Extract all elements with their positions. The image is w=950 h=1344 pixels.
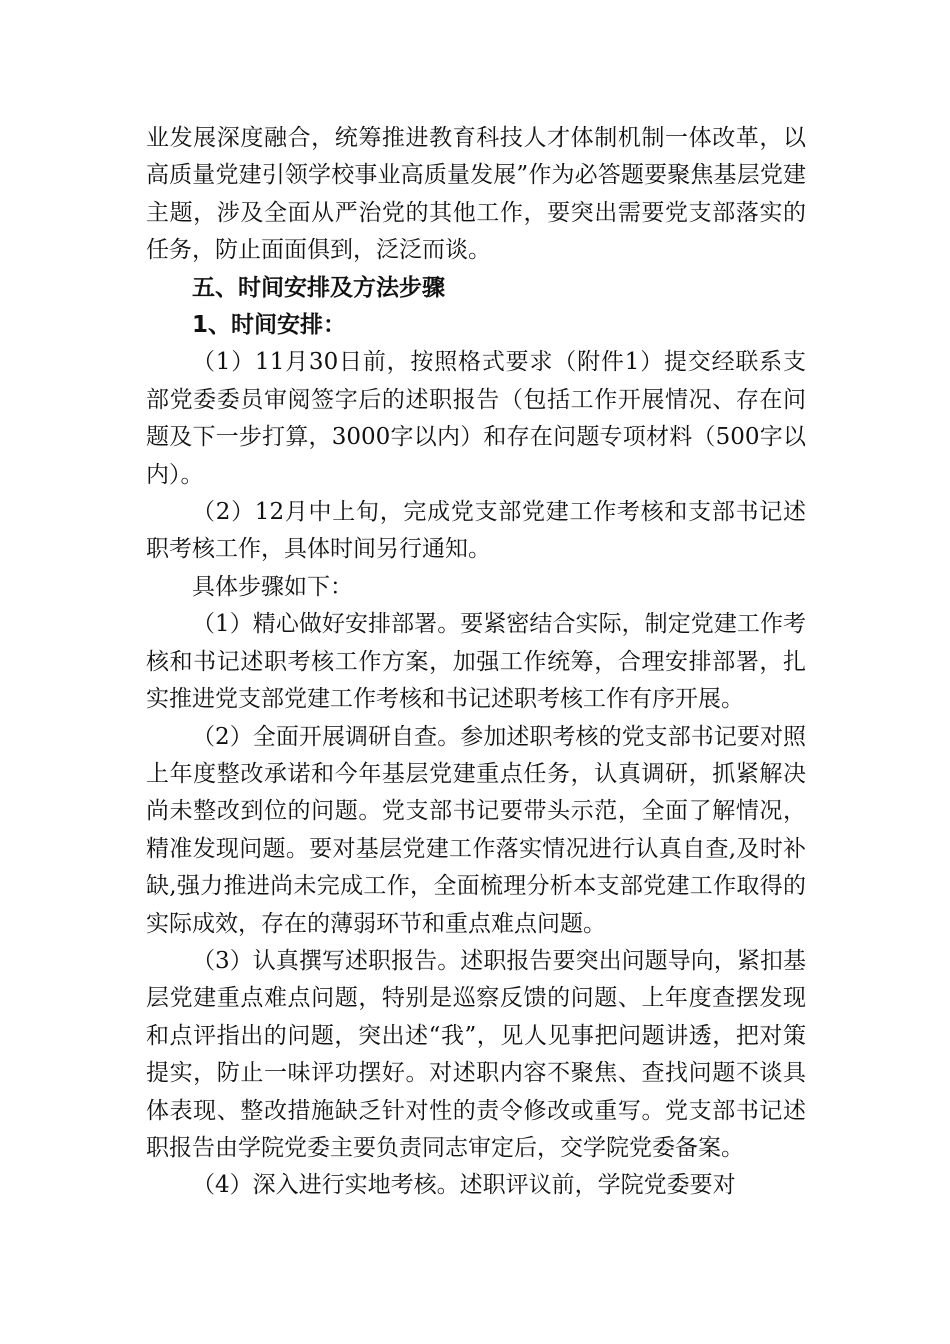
subheading-time-arrangement: 1、时间安排： [192,312,347,339]
paragraph-step-2-self-check: （2）全面开展调研自查。参加述职考核的党支部书记要对照上年度整改承诺和今年基层党建重点任务，认真调研，抓紧解决尚未整改到位的问题。党支部书记要带头示范，全面了解情况，精准发现问题。要对基层党建工作落实情况进行认真自查,及时补缺,强力推进尚未完成工作，全面梳理分析本支部党建工作取得的实际成效，存在的薄弱环节和重点难点问题。 [146,723,806,937]
section-heading-schedule-and-steps: 五、时间安排及方法步骤 [192,274,445,301]
paragraph-steps-intro: 具体步骤如下： [192,573,353,600]
paragraph-step-3-report: （3）认真撰写述职报告。述职报告要突出问题导向，紧扣基层党建重点难点问题，特别是巡察反馈的问题、上年度查摆发现和点评指出的问题，突出述“我”，见人见事把问题讲透，把对策提实，防止一味评功摆好。对述职内容不聚焦、查找问题不谈具体表现、整改措施缺乏针对性的责令修改或重写。党支部书记述职报告由学院党委主要负责同志审定后，交学院党委备案。 [146,947,806,1161]
paragraph-step-4-onsite-assessment: （4）深入进行实地考核。述职评议前，学院党委要对 [192,1172,736,1199]
paragraph-step-1-planning: （1）精心做好安排部署。要紧密结合实际，制定党建工作考核和书记述职考核工作方案，加强工作统筹，合理安排部署，扎实推进党支部党建工作考核和书记述职考核工作有序开展。 [146,611,806,713]
paragraph-continuation: 业发展深度融合，统筹推进教育科技人才体制机制一体改革，以高质量党建引领学校事业高质量发展”作为必答题要聚焦基层党建主题，涉及全面从严治党的其他工作，要突出需要党支部落实的任务，防止面面俱到，泛泛而谈。 [146,125,806,264]
paragraph-item-1-deadline: （1）11月30日前，按照格式要求（附件1）提交经联系支部党委委员审阅签字后的述职报告（包括工作开展情况、存在问题及下一步打算，3000字以内）和存在问题专项材料（500字以内）。 [146,349,806,488]
document-body [146,120,806,1205]
paragraph-item-2-december: （2）12月中上旬，完成党支部党建工作考核和支部书记述职考核工作，具体时间另行通知。 [146,499,806,563]
